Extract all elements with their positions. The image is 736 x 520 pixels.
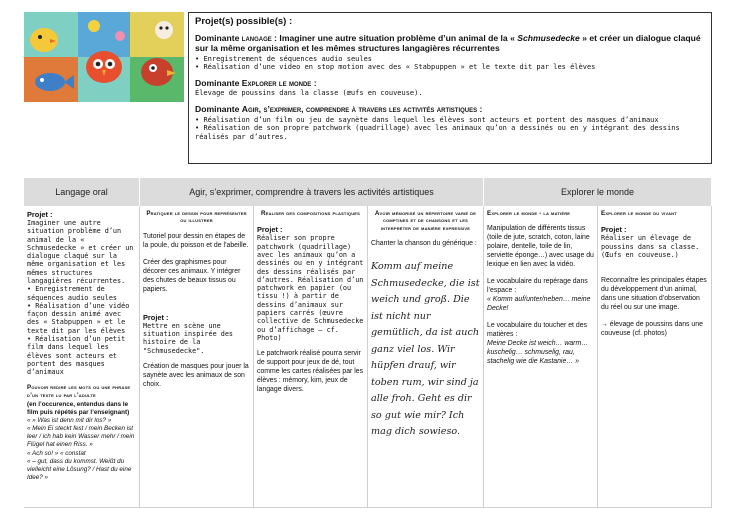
col5-p3: Le vocabulaire du toucher et des matières : — [487, 322, 587, 339]
projects-box — [188, 12, 712, 164]
projects-title: Projet(s) possible(s) : — [195, 16, 293, 27]
col5-p1: Manipulation de différents tissus (toile de jute, scratch, coton, laine polaire, dentelle, toile de lin, serviette éponge…) avec usage du lexique en lien avec la vidéo. — [487, 225, 594, 269]
projet-text: Mettre en scène une situation inspirée des histoire de la "Schmusedecke". — [143, 321, 238, 355]
column-vivant — [598, 206, 712, 508]
col4-intro: Chanter la chanson du générique : — [371, 240, 477, 248]
col2-heading: Pratiquer le dessin pour représenter ou illustrer — [146, 210, 247, 225]
list-item: • Réalisation d’un petit film dans lequel les élèves sont acteurs et portent des masques d’animaux — [27, 334, 130, 377]
col5-p3-italic: Meine Decke ist weich… warm… kuschelig… schmuselig, rau, stachelig wie die Kastanie… » — [487, 340, 589, 366]
list-item: • Réalisation d’une video en stop motion avec des « Stabpuppen » et le texte dit par les élèves — [195, 63, 705, 72]
col3-p1: Le patchwork réalisé pourra servir de support pour jeux de dé, tout comme les cartes réalisées par les élèves : mémory, kim, jeux de langage divers. — [257, 350, 364, 393]
col2-p1: Tutoriel pour dessin en étapes de la poule, du poisson et de l’abeille. — [143, 232, 249, 249]
header-explorer: Explorer le monde — [484, 178, 712, 206]
column-matiere — [484, 206, 598, 508]
dominante-langage-heading: Dominante langage : Imaginer une autre situation problème d’un animal de la « Schmusedecke » et créer un dialogue claqué sur la même organisation et les mêmes structures langagières récurrentes — [195, 33, 701, 54]
col1-quote: « » Was ist denn mit dir los? » « Mein Ei steckt fest / mein Becken ist leer / ich hab kein Wasser mehr / mein Flügel hat einen Riss. » « Ach so! » « constat « – gut, dass du kommst. Weißt du vielleicht eine Lösung? / Hast du eine Idee? » — [27, 417, 135, 481]
col2-p3: Création de masques pour jouer la saynète avec les animaux de son choix. — [143, 362, 249, 388]
header-agir: Agir, s’exprimer, comprendre à travers les activités artistiques — [140, 178, 484, 206]
col3-heading: Réaliser des compositions plastiques — [260, 210, 361, 217]
agir-list — [195, 116, 705, 142]
col6-p2: → élevage de poussins dans une couveuse (cf. photos) — [601, 321, 703, 338]
col5-heading: Explorer le monde - la matière — [487, 210, 571, 217]
col6-p1: Reconnaître les principales étapes du développement d’un animal, dans une situation d’observation du réel ou sur une image. — [601, 277, 707, 312]
col1-sub: (en l’occurence, entendus dans le film puis répétés par l’enseignant) — [27, 401, 130, 417]
list-item: • Réalisation de son propre patchwork (quadrillage) avec les animaux qu’on a dessinés ou en y intégrant des dessins réalisés par d’autres. — [195, 124, 705, 142]
projet-label: Projet : — [27, 210, 53, 219]
animals-thumbnail — [24, 12, 184, 102]
list-item: • Enregistrement de séquences audio seules — [27, 285, 118, 302]
list-item: • Réalisation d’une vidéo façon dessin animé avec des « Stabpuppen » et le texte dit par les élèves — [27, 301, 134, 335]
dominante-explorer-heading: Dominante Explorer le monde : — [195, 78, 317, 89]
col5-p2: Le vocabulaire du repérage dans l’espace : — [487, 278, 588, 295]
col4-heading: Avoir mémorisé un répertoire varié de comptines et de chansons et les interpréter de manière expressive — [374, 210, 477, 232]
explorer-text: Élevage de poussins dans la classe (œufs en couveuse). — [195, 89, 423, 98]
langage-list — [195, 55, 705, 73]
projet-text: Réaliser son propre patchwork (quadrillage) avec les animaux qu’on a dessinés ou en y intégrant des dessins réalisés par d’autres. Réalisation d’un patchwork en papier (ou tissu !) à partir de dessins d’animaux sur papiers carrés (œuvre collective de Schmusedecke ou d’affichage – cf. Photo) — [257, 234, 368, 342]
list-item: • Réalisation d’un film ou jeu de saynète dans lequel les élèves sont acteurs et portent des masques d’animaux — [195, 116, 705, 125]
header-langage-oral: Langage oral — [24, 178, 140, 206]
col6-heading: Explorer le monde du vivant — [601, 210, 677, 217]
col1-heading: Pouvoir redire les mots ou une phrase d’un texte lu par l’adulte — [27, 384, 131, 399]
column-dessin — [140, 206, 254, 508]
column-langage-oral — [24, 206, 140, 508]
projet-label: Projet : — [601, 225, 627, 235]
projet-text: Imaginer une autre situation problème d’un animal de la « Schmusedecke » et créer un dialogue claqué sur la même organisation et les mêmes structures langagières récurrentes. — [27, 219, 138, 285]
projet-text: Réaliser un élevage de poussins dans sa classe. (Œufs en couveuse.) — [601, 234, 704, 259]
activities-table — [24, 178, 712, 508]
projet-label: Projet : — [143, 312, 169, 322]
projet-label: Projet : — [257, 225, 283, 235]
song-lyrics: Komm auf meine Schmusedecke, die ist weich und groß. Die ist nicht nur gemütlich, da ist auch ganz viel los. Wir hüpfen drauf, wir toben rum, wir sind ja alle froh. Geht es dir so gut wie mir? Ich mag dich sowieso. — [371, 261, 480, 438]
column-comptines — [368, 206, 484, 508]
col2-p2: Créer des graphismes pour décorer ces animaux. Y intégrer des chutes de beaux tissus ou papiers. — [143, 258, 241, 293]
col5-p2-italic: « Komm auf/unter/neben… meine Decke! — [487, 296, 591, 313]
list-item: • Enregistrement de séquences audio seules — [195, 55, 705, 64]
animals-illustration — [24, 12, 184, 102]
dominante-agir-heading: Dominante Agir, s’exprimer, comprendre à travers les activités artistiques : — [195, 104, 483, 115]
column-compositions — [254, 206, 368, 508]
